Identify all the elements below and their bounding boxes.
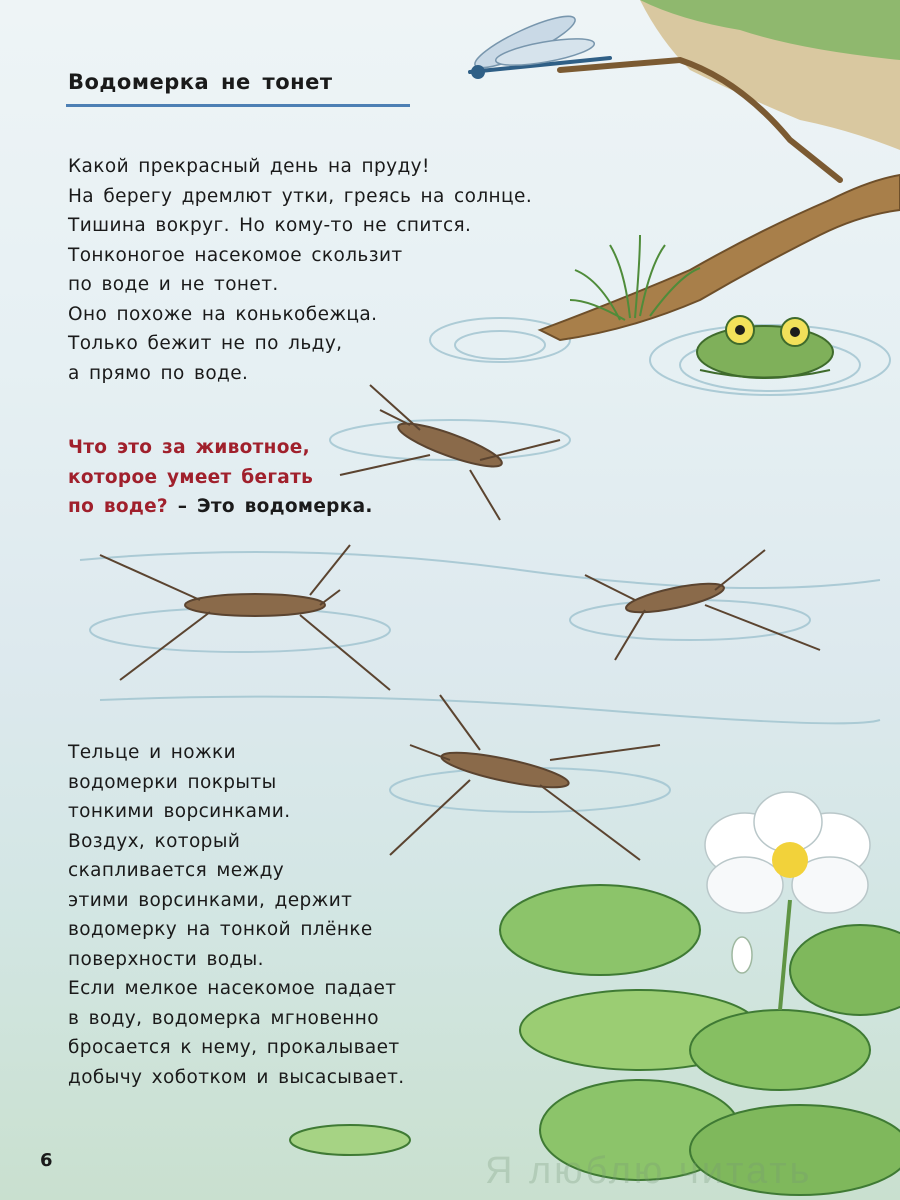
question-line: Что это за животное, (68, 437, 310, 458)
title-underline (66, 104, 410, 107)
intro-line: На берегу дремлют утки, греясь на солнце. (68, 185, 533, 207)
frog-icon (697, 316, 833, 378)
body-line: водомерки покрыты (68, 771, 277, 793)
intro-paragraph (68, 152, 532, 388)
intro-line: Какой прекрасный день на пруду! (68, 156, 430, 177)
body-line: в воду, водомерка мгновенно (68, 1007, 379, 1029)
body-line: Если мелкое насекомое падает (68, 978, 397, 999)
question-line: которое умеет бегать (68, 466, 314, 488)
body-line: добычу хоботком и высасывает. (68, 1066, 405, 1088)
intro-line: Оно похоже на конькобежца. (68, 303, 378, 325)
question-block (68, 433, 373, 522)
body-line: Тельце и ножки (68, 742, 237, 763)
answer-text: – Это водомерка. (167, 496, 373, 517)
intro-line: по воде и не тонет. (68, 274, 279, 295)
question-line-end: по воде? (68, 496, 168, 517)
body-line: поверхности воды. (68, 948, 264, 970)
body-line: этими ворсинками, держит (68, 889, 353, 911)
page-title: Водомерка не тонет (68, 70, 333, 94)
intro-line: а прямо по воде. (68, 362, 249, 384)
watermark: Я люблю читать (485, 1150, 813, 1192)
branch-icon (540, 175, 900, 340)
body-line: Воздух, который (68, 830, 241, 852)
body-paragraph (68, 738, 405, 1092)
intro-line: Тонконогое насекомое скользит (68, 244, 403, 266)
body-line: скапливается между (68, 860, 285, 881)
intro-line: Тишина вокруг. Но кому-то не спится. (68, 215, 472, 236)
page-number: 6 (40, 1150, 53, 1171)
body-line: тонкими ворсинками. (68, 801, 291, 822)
question-answer-line (68, 492, 373, 522)
body-line: водомерку на тонкой плёнке (68, 919, 373, 940)
body-line: бросается к нему, прокалывает (68, 1037, 400, 1058)
intro-line: Только бежит не по льду, (68, 333, 343, 354)
